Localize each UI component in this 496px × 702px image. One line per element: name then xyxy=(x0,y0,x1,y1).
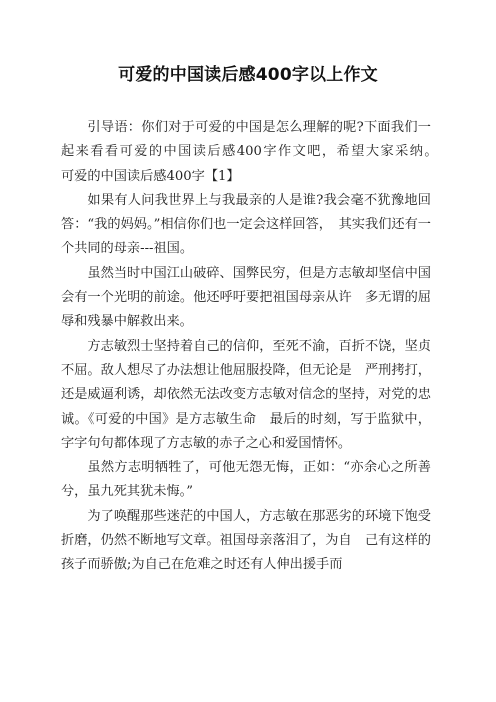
paragraph: 虽然方志明牺牲了，可他无怨无悔，正如：“亦余心之所善兮，虽九死其犹未悔。” xyxy=(61,460,431,500)
document-title: 可爱的中国读后感400字以上作文 xyxy=(118,65,378,85)
document-body xyxy=(61,116,458,578)
paragraph: 方志敏烈士坚持着自己的信仰，至死不渝，百折不饶，坚贞不屈。敌人想尽了办法想让他屈服投降，但无论是 严刑拷打，还是威逼利诱，却依然无法改变方志敏对信念的坚持，对党的忠诚。《可爱的中国》是方志敏生命 最后的时刻，写于监狱中，字字句句都体现了方志敏的赤子之心和爱国情怀。 xyxy=(61,338,431,451)
paragraph: 如果有人问我世界上与我最亲的人是谁?我会毫不犹豫地回答：“我的妈妈。”相信你们也一定会这样回答， 其实我们还有一个共同的母亲---祖国。 xyxy=(61,192,431,257)
paragraph: 虽然当时中国江山破碎、国弊民穷，但是方志敏却坚信中国会有一个光明的前途。他还呼吁要把祖国母亲从许 多无谓的屈辱和残暴中解救出来。 xyxy=(61,265,431,330)
paragraph: 为了唤醒那些迷茫的中国人，方志敏在那恶劣的环境下饱受折磨，仍然不断地写文章。祖国母亲落泪了，为自 己有这样的孩子而骄傲;为自己在危难之时还有人伸出援手而 xyxy=(61,508,431,573)
paragraph: 引导语：你们对于可爱的中国是怎么理解的呢?下面我们一起来看看可爱的中国读后感400字作文吧，希望大家采纳。 可爱的中国读后感400字【1】 xyxy=(61,120,458,184)
